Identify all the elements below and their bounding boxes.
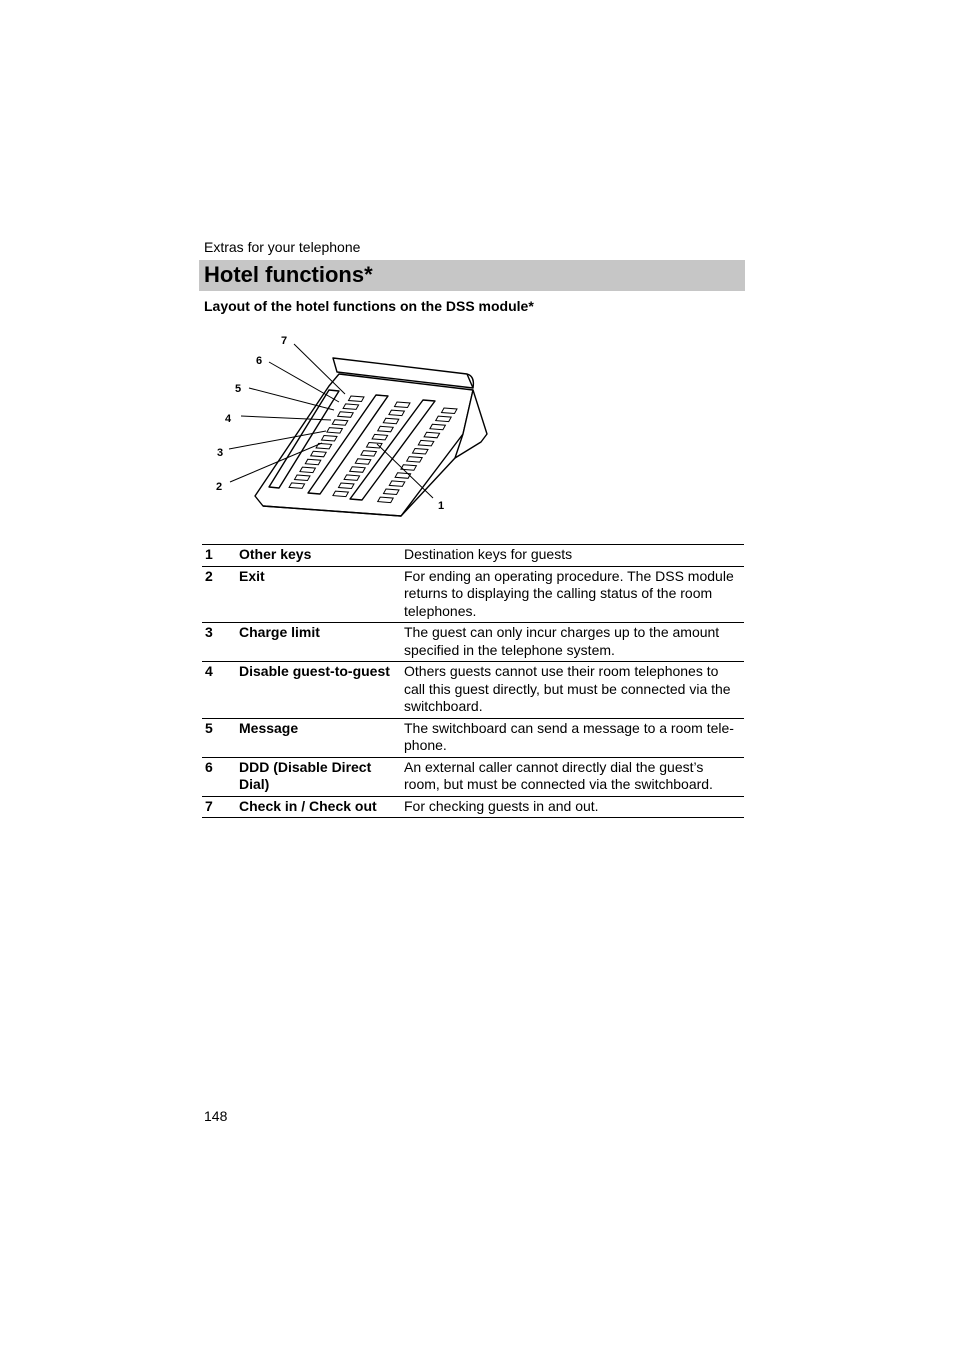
key-description: Others guests cannot use their room telephones to call this guest directly, but must be connected via the switchboard. (404, 663, 731, 714)
table-row (202, 662, 744, 719)
dss-key (300, 467, 316, 473)
dss-key (295, 475, 311, 481)
dss-key (305, 459, 321, 465)
dss-key (395, 402, 411, 408)
dss-key (338, 412, 354, 418)
hotel-keys-table (202, 544, 744, 818)
dss-key (378, 497, 394, 503)
table-row (202, 718, 744, 757)
dss-key (333, 491, 349, 497)
table-row (202, 796, 744, 818)
callout-label-2: 2 (216, 481, 223, 493)
key-number: 4 (205, 663, 213, 679)
key-name: Exit (239, 567, 265, 584)
dss-key (327, 428, 343, 434)
dss-key (418, 440, 434, 446)
dss-key (436, 416, 452, 422)
key-number: 1 (205, 546, 213, 562)
key-description: The switchboard can send a message to a room tele-phone. (404, 719, 734, 753)
table-row (202, 623, 744, 662)
dss-module-illustration (205, 330, 500, 520)
dss-key (339, 483, 355, 489)
key-description: For checking guests in and out. (404, 797, 599, 814)
dss-key (332, 420, 348, 426)
key-name: Message (239, 719, 299, 736)
key-number: 7 (205, 797, 213, 814)
dss-key (343, 404, 359, 410)
callout-label-3: 3 (217, 447, 224, 459)
key-name: Other keys (239, 546, 312, 562)
key-name: DDD (Disable Direct Dial) (239, 758, 372, 792)
dss-key (361, 451, 377, 457)
dss-key (355, 459, 371, 465)
module-body (255, 374, 473, 516)
callout-label-4: 4 (225, 413, 232, 425)
key-name: Disable guest-to-guest (239, 663, 390, 679)
callout-label-7: 7 (281, 335, 288, 347)
section-title-bar (199, 260, 745, 291)
dss-key (442, 408, 458, 414)
dss-key (311, 451, 327, 457)
dss-key (383, 418, 399, 424)
key-name: Charge limit (239, 624, 320, 640)
figure-subheading: Layout of the hotel functions on the DSS module* (204, 298, 534, 314)
page-number: 148 (204, 1108, 228, 1124)
key-description: The guest can only incur charges up to the amount specified in the telephone system. (404, 624, 720, 658)
key-description: Destination keys for guests (404, 546, 573, 562)
callout-label-5: 5 (235, 383, 242, 395)
dss-key (322, 436, 338, 442)
table-row (202, 545, 744, 567)
page-title: Hotel functions* (204, 262, 373, 287)
key-description: For ending an operating procedure. The DSS module returns to displaying the calling status of the room telephones. (404, 567, 734, 619)
running-head: Extras for your telephone (204, 239, 361, 255)
dss-key (430, 424, 446, 430)
dss-key (372, 434, 388, 440)
key-number: 3 (205, 624, 213, 640)
dss-key (289, 483, 305, 489)
table-row (202, 757, 744, 796)
key-number: 2 (205, 567, 213, 584)
table-row (202, 566, 744, 623)
callout-label-6: 6 (256, 355, 263, 367)
dss-key (389, 410, 405, 416)
dss-key (384, 489, 400, 495)
key-number: 5 (205, 719, 213, 736)
callout-label-1: 1 (438, 500, 445, 512)
dss-key (424, 432, 440, 438)
dss-key (349, 396, 365, 402)
key-name: Check in / Check out (239, 797, 377, 814)
dss-module-drawing (205, 330, 500, 520)
dss-key (378, 426, 394, 432)
dss-key (407, 457, 423, 463)
dss-key (413, 449, 429, 455)
key-description: An external caller cannot directly dial the guest’s room, but must be connected via the switchboard. (404, 758, 713, 792)
dss-key (389, 481, 405, 487)
dss-key (344, 475, 360, 481)
dss-key (350, 467, 366, 473)
key-number: 6 (205, 758, 213, 775)
